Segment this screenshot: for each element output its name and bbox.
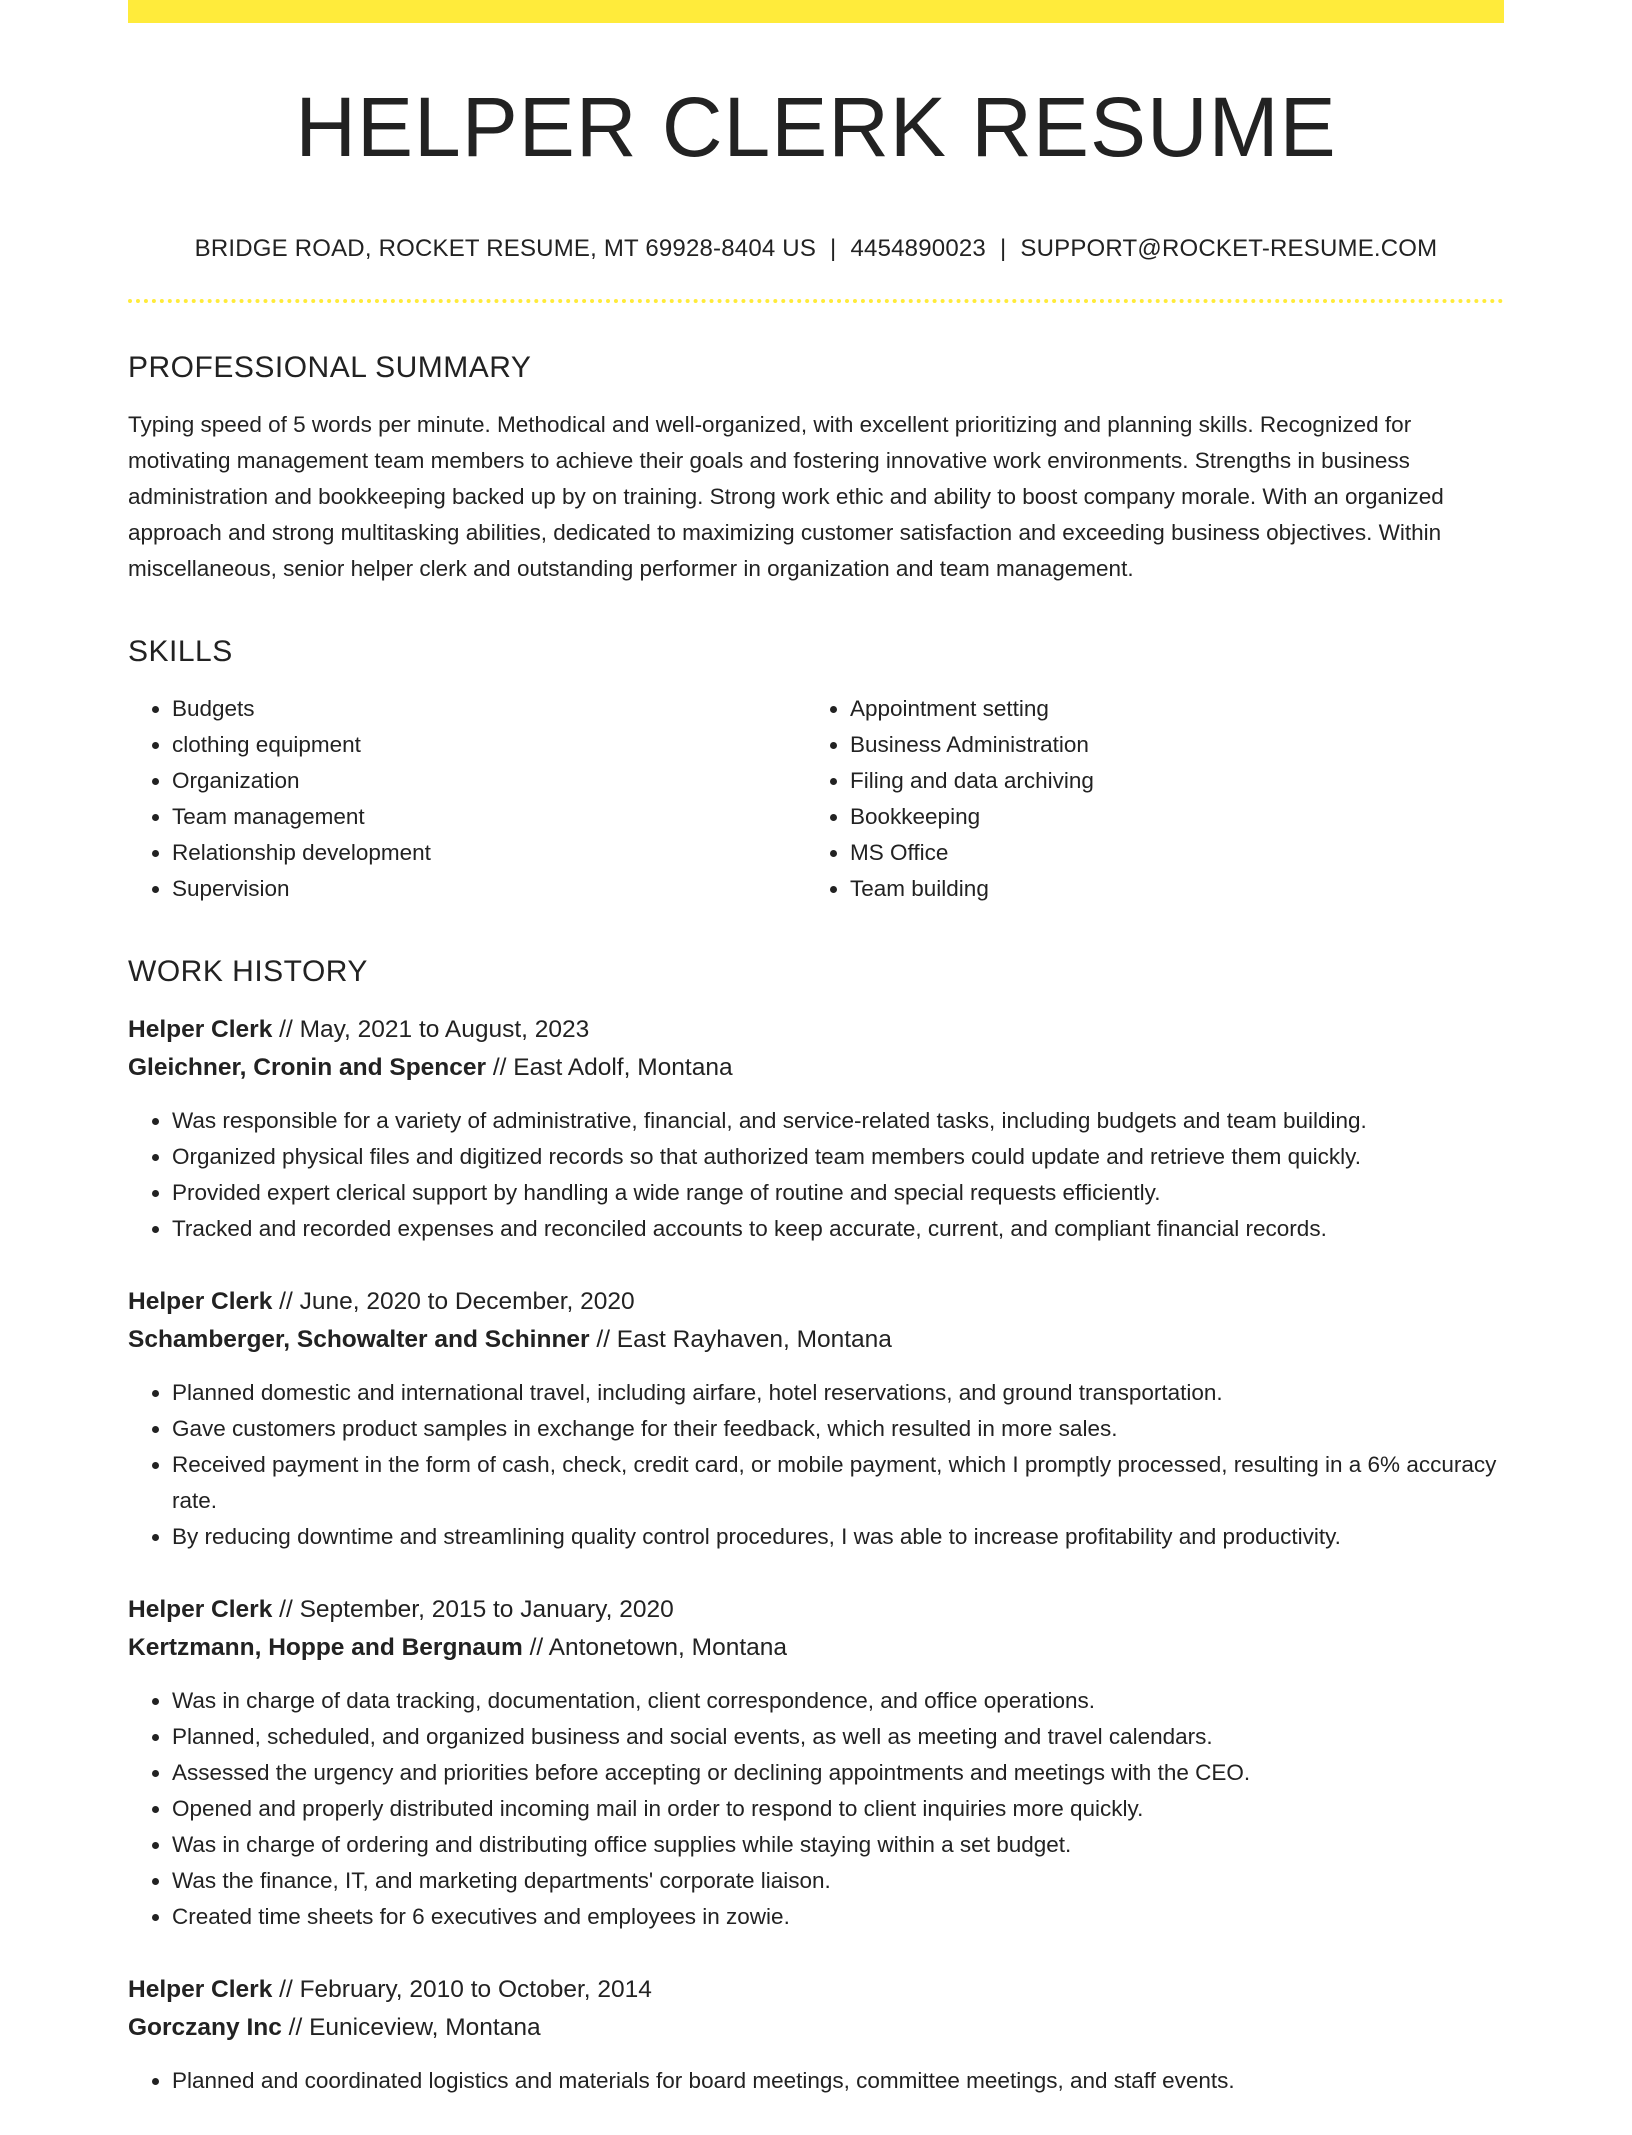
job-company: Gorczany Inc bbox=[128, 2014, 282, 2041]
skill-item: • Appointment setting bbox=[850, 691, 1484, 727]
job-bullets bbox=[128, 1683, 1504, 1935]
job-dates: // May, 2021 to August, 2023 bbox=[272, 1016, 590, 1043]
job-bullet: • Was responsible for a variety of administrative, financial, and service-related tasks, including budgets and team building. bbox=[172, 1103, 1504, 1139]
contact-phone: 4454890023 bbox=[850, 235, 986, 262]
skill-item: • Relationship development bbox=[172, 835, 806, 871]
job-location: // Euniceview, Montana bbox=[281, 2014, 541, 2041]
job-title-line bbox=[128, 1971, 1504, 2009]
job-bullet: • Was in charge of data tracking, documentation, client correspondence, and office operations. bbox=[172, 1683, 1504, 1719]
job-company-line bbox=[128, 1049, 1504, 1087]
job-bullet: • Planned and coordinated logistics and materials for board meetings, committee meetings, and staff events. bbox=[172, 2063, 1504, 2099]
job-company-line bbox=[128, 1321, 1504, 1359]
skills-column-left bbox=[128, 691, 806, 907]
skill-item: • Bookkeeping bbox=[850, 799, 1484, 835]
job-role: Helper Clerk bbox=[128, 1016, 273, 1043]
job-dates: // February, 2010 to October, 2014 bbox=[272, 1976, 652, 2003]
contact-line bbox=[128, 235, 1504, 263]
summary-text: Typing speed of 5 words per minute. Methodical and well-organized, with excellent prioritizing and planning skills. Recognized for motivating management team members to achieve their goals and fostering innovative work environments. Strengths in business administration and bookkeeping backed up by on training. Strong work ethic and ability to boost company morale. With an organized approach and strong multitasking abilities, dedicated to maximizing customer satisfaction and exceeding business objectives. Within miscellaneous, senior helper clerk and outstanding performer in organization and team management. bbox=[128, 412, 1444, 581]
job-title-line bbox=[128, 1591, 1504, 1629]
job-bullet: • Created time sheets for 6 executives and employees in zowie. bbox=[172, 1899, 1504, 1935]
skill-item: • Team management bbox=[172, 799, 806, 835]
contact-separator: | bbox=[999, 235, 1007, 262]
job-location: // Antonetown, Montana bbox=[522, 1634, 788, 1661]
skill-item: • Filing and data archiving bbox=[850, 763, 1484, 799]
job-location: // East Adolf, Montana bbox=[486, 1054, 733, 1081]
skill-item: • Organization bbox=[172, 763, 806, 799]
job-bullets bbox=[128, 1375, 1504, 1555]
job-bullet: • Received payment in the form of cash, check, credit card, or mobile payment, which I promptly processed, resulting in a 6% accuracy rate. bbox=[172, 1447, 1504, 1519]
job-role: Helper Clerk bbox=[128, 1976, 273, 2003]
skill-item: • Supervision bbox=[172, 871, 806, 907]
skill-item: • Budgets bbox=[172, 691, 806, 727]
job-bullet: • Provided expert clerical support by handling a wide range of routine and special requests efficiently. bbox=[172, 1175, 1504, 1211]
job-bullet: • Planned domestic and international travel, including airfare, hotel reservations, and ground transportation. bbox=[172, 1375, 1504, 1411]
resume-title: HELPER CLERK RESUME bbox=[295, 80, 1337, 174]
job-company-line bbox=[128, 1629, 1504, 1667]
contact-address: BRIDGE ROAD, ROCKET RESUME, MT 69928-8404 US bbox=[194, 235, 817, 262]
job-entry bbox=[128, 1591, 1504, 1935]
job-entry bbox=[128, 1283, 1504, 1555]
top-accent-bar bbox=[128, 0, 1504, 23]
job-bullet: • Assessed the urgency and priorities before accepting or declining appointments and meetings with the CEO. bbox=[172, 1755, 1504, 1791]
job-dates: // June, 2020 to December, 2020 bbox=[272, 1288, 635, 1315]
job-company: Gleichner, Cronin and Spencer bbox=[128, 1054, 487, 1081]
job-location: // East Rayhaven, Montana bbox=[589, 1326, 892, 1353]
summary-heading: PROFESSIONAL SUMMARY bbox=[128, 351, 532, 384]
job-bullets bbox=[128, 1103, 1504, 1247]
job-title-line bbox=[128, 1011, 1504, 1049]
skills-heading: SKILLS bbox=[128, 635, 233, 668]
job-company: Kertzmann, Hoppe and Bergnaum bbox=[128, 1634, 523, 1661]
skills-column-right bbox=[806, 691, 1484, 907]
work-history-heading: WORK HISTORY bbox=[128, 955, 368, 988]
skill-item: • clothing equipment bbox=[172, 727, 806, 763]
job-role: Helper Clerk bbox=[128, 1596, 273, 1623]
job-title-line bbox=[128, 1283, 1504, 1321]
job-role: Helper Clerk bbox=[128, 1288, 273, 1315]
job-bullet: • Tracked and recorded expenses and reconciled accounts to keep accurate, current, and compliant financial records. bbox=[172, 1211, 1504, 1247]
job-entry bbox=[128, 1011, 1504, 1247]
resume-page bbox=[128, 0, 1504, 2135]
job-company: Schamberger, Schowalter and Schinner bbox=[128, 1326, 590, 1353]
skill-item: • MS Office bbox=[850, 835, 1484, 871]
job-bullet: • Planned, scheduled, and organized business and social events, as well as meeting and travel calendars. bbox=[172, 1719, 1504, 1755]
job-dates: // September, 2015 to January, 2020 bbox=[272, 1596, 674, 1623]
contact-separator: | bbox=[830, 235, 837, 262]
skill-item: • Business Administration bbox=[850, 727, 1484, 763]
job-bullet: • By reducing downtime and streamlining quality control procedures, I was able to increase profitability and productivity. bbox=[172, 1519, 1504, 1555]
contact-email: SUPPORT@ROCKET-RESUME.COM bbox=[1020, 235, 1438, 262]
skill-item: • Team building bbox=[850, 871, 1484, 907]
job-entry bbox=[128, 1971, 1504, 2099]
job-bullet: • Gave customers product samples in exchange for their feedback, which resulted in more sales. bbox=[172, 1411, 1504, 1447]
skills-list bbox=[128, 691, 1504, 907]
job-bullet: • Opened and properly distributed incoming mail in order to respond to client inquiries more quickly. bbox=[172, 1791, 1504, 1827]
job-bullet: • Organized physical files and digitized records so that authorized team members could update and retrieve them quickly. bbox=[172, 1139, 1504, 1175]
job-bullet: • Was the finance, IT, and marketing departments' corporate liaison. bbox=[172, 1863, 1504, 1899]
dotted-divider bbox=[128, 299, 1504, 303]
job-bullets bbox=[128, 2063, 1504, 2099]
job-company-line bbox=[128, 2009, 1504, 2047]
job-bullet: • Was in charge of ordering and distributing office supplies while staying within a set budget. bbox=[172, 1827, 1504, 1863]
